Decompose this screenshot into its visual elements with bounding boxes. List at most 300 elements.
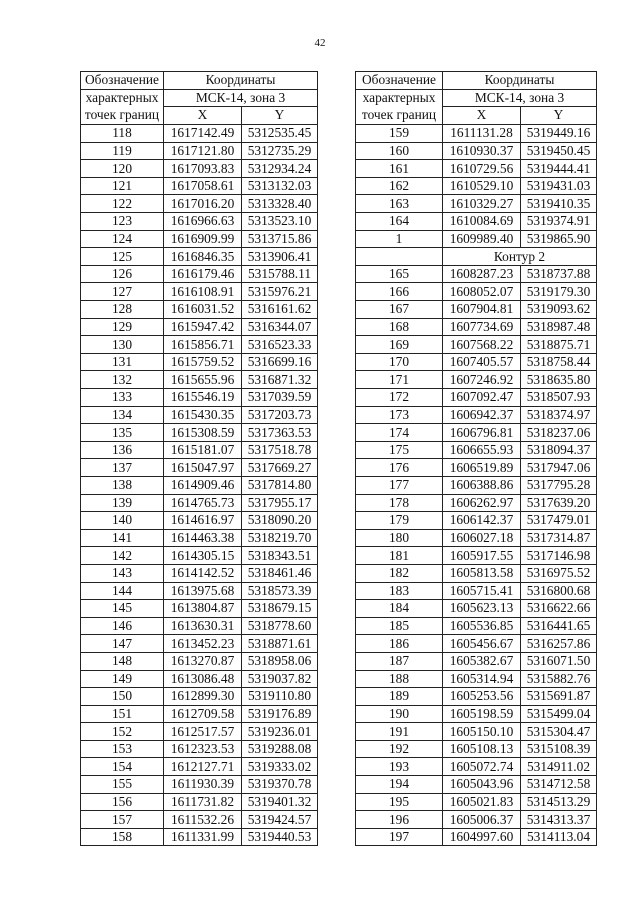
- point-number: 195: [356, 793, 443, 811]
- table-row: [356, 142, 597, 160]
- point-number: 167: [356, 301, 443, 319]
- point-number: 152: [81, 723, 164, 741]
- table-row: [356, 177, 597, 195]
- coord-x: 1606519.89: [443, 459, 521, 477]
- coord-x: 1617016.20: [164, 195, 242, 213]
- coord-x: 1610329.27: [443, 195, 521, 213]
- table-row: [81, 301, 318, 319]
- point-number: 135: [81, 424, 164, 442]
- point-number: 169: [356, 336, 443, 354]
- coord-y: 5319444.41: [521, 160, 597, 178]
- point-number: 129: [81, 318, 164, 336]
- coord-y: 5317203.73: [242, 406, 318, 424]
- table-row: [81, 670, 318, 688]
- point-number: 141: [81, 529, 164, 547]
- header-label-line: Обозначение: [81, 72, 164, 90]
- coord-y: 5314712.58: [521, 776, 597, 794]
- point-number: 151: [81, 705, 164, 723]
- coord-y: 5319110.80: [242, 688, 318, 706]
- coord-x: 1613270.87: [164, 652, 242, 670]
- coord-y: 5319176.89: [242, 705, 318, 723]
- table-row: [356, 811, 597, 829]
- table-row: [356, 705, 597, 723]
- coord-y: 5313715.86: [242, 230, 318, 248]
- coord-x: 1615430.35: [164, 406, 242, 424]
- point-number: 132: [81, 371, 164, 389]
- coord-y: 5317639.20: [521, 494, 597, 512]
- coord-x: 1614765.73: [164, 494, 242, 512]
- coord-y: 5318237.06: [521, 424, 597, 442]
- coord-y: 5318875.71: [521, 336, 597, 354]
- coord-y: 5318635.80: [521, 371, 597, 389]
- table-row: [356, 230, 597, 248]
- point-number: 175: [356, 441, 443, 459]
- point-number: 173: [356, 406, 443, 424]
- coord-y: 5319449.16: [521, 125, 597, 143]
- table-row: [356, 635, 597, 653]
- coord-x: 1614305.15: [164, 547, 242, 565]
- coord-y: 5319410.35: [521, 195, 597, 213]
- table-row: [356, 160, 597, 178]
- coord-x: 1612709.58: [164, 705, 242, 723]
- point-number: 139: [81, 494, 164, 512]
- coord-y: 5317814.80: [242, 476, 318, 494]
- point-number: 156: [81, 793, 164, 811]
- coord-x: 1616179.46: [164, 265, 242, 283]
- point-number: 193: [356, 758, 443, 776]
- header-y: Y: [521, 107, 597, 125]
- coord-y: 5316344.07: [242, 318, 318, 336]
- table-row: [81, 723, 318, 741]
- coord-x: 1607405.57: [443, 353, 521, 371]
- point-number: 133: [81, 389, 164, 407]
- coord-y: 5317955.17: [242, 494, 318, 512]
- coord-x: 1614142.52: [164, 564, 242, 582]
- coord-x: 1617142.49: [164, 125, 242, 143]
- table-row: [356, 424, 597, 442]
- coord-x: 1605917.55: [443, 547, 521, 565]
- coord-x: 1612127.71: [164, 758, 242, 776]
- point-number: 191: [356, 723, 443, 741]
- coord-x: 1605021.83: [443, 793, 521, 811]
- table-row: [81, 142, 318, 160]
- point-number: 125: [81, 248, 164, 266]
- table-row: [81, 283, 318, 301]
- coord-x: 1605072.74: [443, 758, 521, 776]
- point-number: 181: [356, 547, 443, 565]
- point-number: 162: [356, 177, 443, 195]
- table-row: [81, 688, 318, 706]
- coord-y: 5312735.29: [242, 142, 318, 160]
- coord-y: 5318758.44: [521, 353, 597, 371]
- coord-y: 5312934.24: [242, 160, 318, 178]
- table-row: [81, 776, 318, 794]
- table-row: [356, 793, 597, 811]
- coord-y: 5319179.30: [521, 283, 597, 301]
- table-row: [81, 564, 318, 582]
- coord-y: 5319450.45: [521, 142, 597, 160]
- coord-x: 1611731.82: [164, 793, 242, 811]
- coord-x: 1615856.71: [164, 336, 242, 354]
- coord-x: 1617121.80: [164, 142, 242, 160]
- coord-x: 1616108.91: [164, 283, 242, 301]
- point-number: 190: [356, 705, 443, 723]
- table-row: [356, 723, 597, 741]
- coord-x: 1611532.26: [164, 811, 242, 829]
- table-row: [81, 389, 318, 407]
- coord-y: 5312535.45: [242, 125, 318, 143]
- coord-x: 1604997.60: [443, 828, 521, 846]
- coord-x: 1614463.38: [164, 529, 242, 547]
- point-number: 126: [81, 265, 164, 283]
- point-number: 197: [356, 828, 443, 846]
- coord-x: 1605813.58: [443, 564, 521, 582]
- coord-x: 1612517.57: [164, 723, 242, 741]
- page-number: 42: [314, 37, 326, 49]
- table-row: [81, 371, 318, 389]
- coord-y: 5318778.60: [242, 617, 318, 635]
- table-row: [356, 301, 597, 319]
- point-number: 174: [356, 424, 443, 442]
- table-row: [356, 600, 597, 618]
- point-number: 130: [81, 336, 164, 354]
- point-number: 120: [81, 160, 164, 178]
- point-number: 178: [356, 494, 443, 512]
- coord-y: 5316622.66: [521, 600, 597, 618]
- coord-x: 1616966.63: [164, 213, 242, 231]
- point-number: 154: [81, 758, 164, 776]
- header-label-line: характерных: [356, 89, 443, 107]
- coord-y: 5313523.10: [242, 213, 318, 231]
- coord-y: 5315788.11: [242, 265, 318, 283]
- point-number: 185: [356, 617, 443, 635]
- point-number: 160: [356, 142, 443, 160]
- table-row: [356, 582, 597, 600]
- coord-y: 5319288.08: [242, 740, 318, 758]
- table-row: [356, 353, 597, 371]
- point-number: 170: [356, 353, 443, 371]
- coord-x: 1606027.18: [443, 529, 521, 547]
- coord-x: 1605006.37: [443, 811, 521, 829]
- table-row: [356, 740, 597, 758]
- point-number: 188: [356, 670, 443, 688]
- coord-x: 1613975.68: [164, 582, 242, 600]
- coord-y: 5318094.37: [521, 441, 597, 459]
- coord-x: 1611331.99: [164, 828, 242, 846]
- table-row: [356, 283, 597, 301]
- table-row: [356, 336, 597, 354]
- coord-y: 5318461.46: [242, 564, 318, 582]
- coord-y: 5317795.28: [521, 476, 597, 494]
- coord-x: 1608052.07: [443, 283, 521, 301]
- coord-y: 5319440.53: [242, 828, 318, 846]
- coord-x: 1605623.13: [443, 600, 521, 618]
- coord-y: 5316871.32: [242, 371, 318, 389]
- coord-x: 1615181.07: [164, 441, 242, 459]
- table-row: [81, 230, 318, 248]
- point-number: 124: [81, 230, 164, 248]
- coord-y: 5317947.06: [521, 459, 597, 477]
- point-number: 149: [81, 670, 164, 688]
- coord-x: 1607246.92: [443, 371, 521, 389]
- table-row: [81, 177, 318, 195]
- point-number: 184: [356, 600, 443, 618]
- coord-y: 5318219.70: [242, 529, 318, 547]
- point-number: 119: [81, 142, 164, 160]
- table-row: [81, 811, 318, 829]
- table-row: [81, 705, 318, 723]
- point-number: 155: [81, 776, 164, 794]
- coord-x: 1615308.59: [164, 424, 242, 442]
- coord-y: 5317479.01: [521, 512, 597, 530]
- point-number: 189: [356, 688, 443, 706]
- point-number: 121: [81, 177, 164, 195]
- coord-y: 5317518.78: [242, 441, 318, 459]
- table-row: [356, 371, 597, 389]
- point-number: 128: [81, 301, 164, 319]
- header-coordinates-title: Координаты: [164, 72, 318, 90]
- coord-y: 5319431.03: [521, 177, 597, 195]
- table-row: [81, 265, 318, 283]
- coord-x: 1610930.37: [443, 142, 521, 160]
- point-number: 183: [356, 582, 443, 600]
- coord-x: 1605382.67: [443, 652, 521, 670]
- coord-y: 5314113.04: [521, 828, 597, 846]
- coord-y: 5319370.78: [242, 776, 318, 794]
- coord-y: 5314513.29: [521, 793, 597, 811]
- coord-x: 1605715.41: [443, 582, 521, 600]
- point-number: 177: [356, 476, 443, 494]
- point-number: 144: [81, 582, 164, 600]
- coord-x: 1613804.87: [164, 600, 242, 618]
- header-row: [81, 72, 318, 90]
- header-label-line: Обозначение: [356, 72, 443, 90]
- coord-y: 5316523.33: [242, 336, 318, 354]
- table-row: [81, 793, 318, 811]
- point-number: 158: [81, 828, 164, 846]
- header-x: X: [164, 107, 242, 125]
- point-number: 138: [81, 476, 164, 494]
- table-row: [356, 459, 597, 477]
- coord-y: 5318374.97: [521, 406, 597, 424]
- coord-x: 1614616.97: [164, 512, 242, 530]
- coord-x: 1615047.97: [164, 459, 242, 477]
- coord-x: 1606388.86: [443, 476, 521, 494]
- coord-x: 1615759.52: [164, 353, 242, 371]
- coord-y: 5313906.41: [242, 248, 318, 266]
- header-row: [356, 72, 597, 90]
- coord-y: 5318871.61: [242, 635, 318, 653]
- point-number: 118: [81, 125, 164, 143]
- table-row: [356, 547, 597, 565]
- table-row: [356, 213, 597, 231]
- table-row: [356, 494, 597, 512]
- coord-x: 1613086.48: [164, 670, 242, 688]
- table-row: [81, 758, 318, 776]
- header-x: X: [443, 107, 521, 125]
- table-row: [81, 125, 318, 143]
- coord-y: 5319374.91: [521, 213, 597, 231]
- coord-y: 5318737.88: [521, 265, 597, 283]
- point-number: 142: [81, 547, 164, 565]
- coord-x: 1606262.97: [443, 494, 521, 512]
- table-row: [356, 758, 597, 776]
- header-label-line: характерных: [81, 89, 164, 107]
- header-coordinates-system: МСК-14, зона 3: [164, 89, 318, 107]
- table-row: [356, 265, 597, 283]
- coord-y: 5319333.02: [242, 758, 318, 776]
- table-row: [356, 828, 597, 846]
- table-row: [356, 441, 597, 459]
- table-row: [81, 512, 318, 530]
- table-row: [81, 406, 318, 424]
- point-number: 176: [356, 459, 443, 477]
- table-row: [356, 248, 597, 266]
- coord-x: 1615655.96: [164, 371, 242, 389]
- coord-x: 1607092.47: [443, 389, 521, 407]
- point-number: 182: [356, 564, 443, 582]
- coord-x: 1605108.13: [443, 740, 521, 758]
- point-number: 134: [81, 406, 164, 424]
- coord-x: 1606942.37: [443, 406, 521, 424]
- coord-x: 1605314.94: [443, 670, 521, 688]
- coord-x: 1616846.35: [164, 248, 242, 266]
- table-row: [356, 318, 597, 336]
- table-row: [356, 564, 597, 582]
- coord-x: 1609989.40: [443, 230, 521, 248]
- point-number: 163: [356, 195, 443, 213]
- table-row: [356, 512, 597, 530]
- coord-y: 5316161.62: [242, 301, 318, 319]
- header-label-line: точек границ: [81, 107, 164, 125]
- coord-x: 1606655.93: [443, 441, 521, 459]
- point-number: 159: [356, 125, 443, 143]
- coord-y: 5318958.06: [242, 652, 318, 670]
- point-number: 172: [356, 389, 443, 407]
- table-row: [356, 652, 597, 670]
- coord-y: 5315108.39: [521, 740, 597, 758]
- coord-x: 1616031.52: [164, 301, 242, 319]
- header-coordinates-title: Координаты: [443, 72, 597, 90]
- point-number: 136: [81, 441, 164, 459]
- point-number: 122: [81, 195, 164, 213]
- coord-y: 5319037.82: [242, 670, 318, 688]
- point-number: 164: [356, 213, 443, 231]
- point-number: 168: [356, 318, 443, 336]
- table-row: [81, 248, 318, 266]
- point-number: 166: [356, 283, 443, 301]
- table-row: [81, 547, 318, 565]
- coord-y: 5316441.65: [521, 617, 597, 635]
- table-row: [81, 476, 318, 494]
- coord-y: 5315304.47: [521, 723, 597, 741]
- coord-y: 5317363.53: [242, 424, 318, 442]
- point-number: 171: [356, 371, 443, 389]
- point-number: 143: [81, 564, 164, 582]
- coord-x: 1607568.22: [443, 336, 521, 354]
- coord-x: 1615947.42: [164, 318, 242, 336]
- table-row: [81, 213, 318, 231]
- section-spacer: [356, 248, 443, 266]
- coord-x: 1610529.10: [443, 177, 521, 195]
- section-title: Контур 2: [443, 248, 597, 266]
- header-y: Y: [242, 107, 318, 125]
- coord-x: 1617058.61: [164, 177, 242, 195]
- table-row: [81, 600, 318, 618]
- coord-x: 1605150.10: [443, 723, 521, 741]
- table-row: [356, 776, 597, 794]
- point-number: 140: [81, 512, 164, 530]
- table-row: [356, 195, 597, 213]
- coord-y: 5317669.27: [242, 459, 318, 477]
- coord-y: 5315499.04: [521, 705, 597, 723]
- coord-y: 5317039.59: [242, 389, 318, 407]
- coord-x: 1612899.30: [164, 688, 242, 706]
- point-number: 157: [81, 811, 164, 829]
- coordinates-table-left: [80, 71, 318, 846]
- coord-y: 5318573.39: [242, 582, 318, 600]
- table-row: [81, 336, 318, 354]
- table-row: [81, 353, 318, 371]
- coord-y: 5315691.87: [521, 688, 597, 706]
- point-number: 153: [81, 740, 164, 758]
- coord-y: 5319401.32: [242, 793, 318, 811]
- coord-x: 1606796.81: [443, 424, 521, 442]
- coord-x: 1614909.46: [164, 476, 242, 494]
- point-number: 145: [81, 600, 164, 618]
- table-row: [81, 160, 318, 178]
- coordinates-table-right: [355, 71, 597, 846]
- table-row: [356, 617, 597, 635]
- coord-y: 5318507.93: [521, 389, 597, 407]
- coord-x: 1613630.31: [164, 617, 242, 635]
- coord-x: 1607734.69: [443, 318, 521, 336]
- table-row: [81, 424, 318, 442]
- point-number: 186: [356, 635, 443, 653]
- table-row: [81, 828, 318, 846]
- header-row: [356, 89, 597, 107]
- point-number: 180: [356, 529, 443, 547]
- header-row: [81, 107, 318, 125]
- coord-y: 5316699.16: [242, 353, 318, 371]
- table-row: [81, 617, 318, 635]
- coord-x: 1613452.23: [164, 635, 242, 653]
- coord-x: 1605043.96: [443, 776, 521, 794]
- point-number: 123: [81, 213, 164, 231]
- coord-y: 5318343.51: [242, 547, 318, 565]
- coord-x: 1615546.19: [164, 389, 242, 407]
- table-row: [81, 318, 318, 336]
- coord-x: 1611131.28: [443, 125, 521, 143]
- table-row: [356, 670, 597, 688]
- coord-y: 5316975.52: [521, 564, 597, 582]
- coord-y: 5319236.01: [242, 723, 318, 741]
- table-row: [81, 441, 318, 459]
- header-coordinates-system: МСК-14, зона 3: [443, 89, 597, 107]
- point-number: 165: [356, 265, 443, 283]
- table-row: [81, 740, 318, 758]
- table-row: [81, 459, 318, 477]
- table-row: [81, 195, 318, 213]
- point-number: 148: [81, 652, 164, 670]
- point-number: 187: [356, 652, 443, 670]
- coord-y: 5317314.87: [521, 529, 597, 547]
- coord-y: 5315976.21: [242, 283, 318, 301]
- point-number: 1: [356, 230, 443, 248]
- table-row: [356, 406, 597, 424]
- point-number: 146: [81, 617, 164, 635]
- coord-y: 5319093.62: [521, 301, 597, 319]
